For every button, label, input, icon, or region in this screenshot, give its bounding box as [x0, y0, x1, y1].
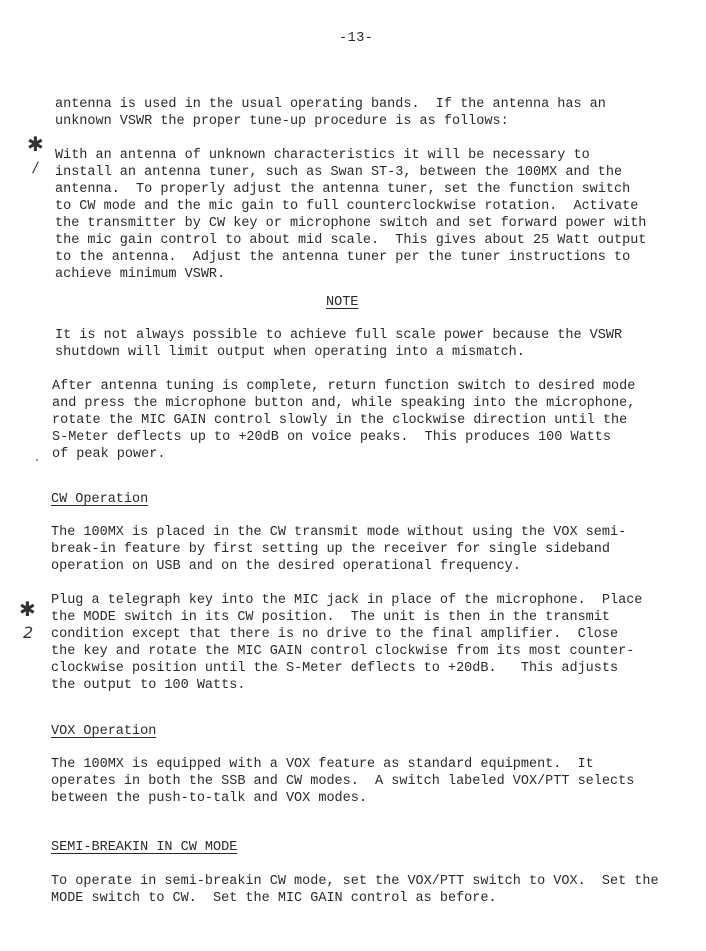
semi-breakin-paragraph: To operate in semi-breakin CW mode, set the VOX/PTT switch to VOX. Set the MODE switch to CW. Set the MIC GAIN control as before.	[51, 874, 659, 906]
handwritten-asterisk-1: ✱	[27, 132, 44, 156]
handwritten-note-1: /	[33, 160, 38, 176]
cw-operation-heading: CW Operation	[51, 492, 149, 507]
vox-operation-heading: VOX Operation	[51, 724, 157, 739]
stray-mark	[36, 459, 38, 461]
antenna-tuner-paragraph: With an antenna of unknown characteristics it will be necessary to install an antenna tuner, such as Swan ST-3, between the 100MX and the antenna. To properly adjust the antenna tuner, set the function switch to CW mode and the mic gain to full counterclockwise rotation. Activate the transmitter by CW key or microphone switch and set forward power with the mic gain control to about mid scale. This gives about 25 Watt output to the antenna. Adjust the antenna tuner per the tuner instructions to achieve minimum VSWR.	[55, 148, 647, 282]
page-number: -13-	[339, 31, 374, 46]
after-tuning-paragraph: After antenna tuning is complete, return function switch to desired mode and press the microphone button and, while speaking into the microphone, rotate the MIC GAIN control slowly in the clockwise direction until the S-Meter deflects up to +20dB on voice peaks. This produces 100 Watts of peak power.	[52, 379, 636, 462]
handwritten-asterisk-2: ✱	[19, 597, 36, 621]
handwritten-note-2: 2	[23, 623, 34, 642]
intro-paragraph: antenna is used in the usual operating bands. If the antenna has an unknown VSWR the proper tune-up procedure is as follows:	[55, 97, 606, 129]
semi-breakin-heading: SEMI-BREAKIN IN CW MODE	[51, 840, 238, 855]
vox-paragraph: The 100MX is equipped with a VOX feature as standard equipment. It operates in both the SSB and CW modes. A switch labeled VOX/PTT selects between the push-to-talk and VOX modes.	[51, 757, 635, 806]
note-heading: NOTE	[326, 295, 359, 310]
cw-paragraph-2: Plug a telegraph key into the MIC jack in place of the microphone. Place the MODE switch in its CW position. The unit is then in the transmit condition except that there is no drive to the final amplifier. Close the key and rotate the MIC GAIN control clockwise from its most counter- clockwise position until the S-Meter deflects to +20dB. This adjusts the output to 100 Watts.	[51, 593, 643, 693]
cw-paragraph-1: The 100MX is placed in the CW transmit mode without using the VOX semi- break-in feature by first setting up the receiver for single sideband operation on USB and on the desired operational frequency.	[51, 525, 627, 574]
note-paragraph: It is not always possible to achieve full scale power because the VSWR shutdown will limit output when operating into a mismatch.	[55, 328, 623, 360]
